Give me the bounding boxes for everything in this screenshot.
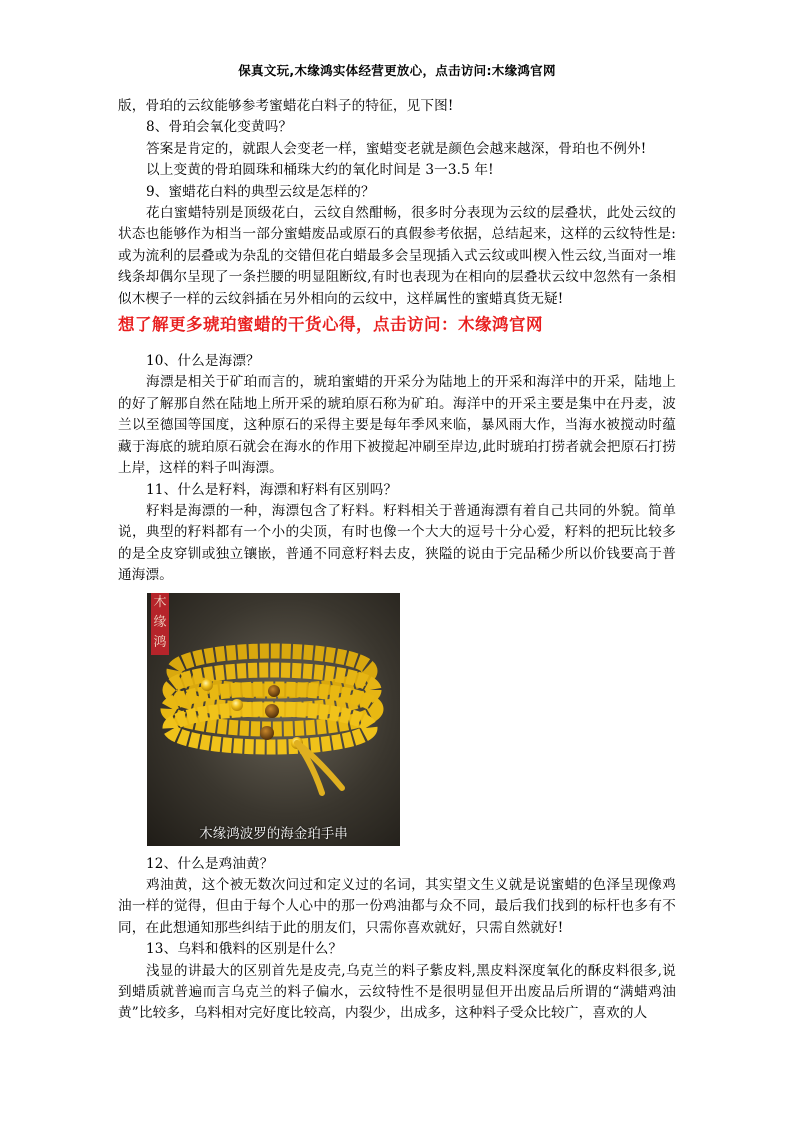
question-9: 9、蜜蜡花白料的典型云纹是怎样的？ <box>146 183 375 200</box>
question-10: 10、什么是海漂？ <box>146 353 260 370</box>
bracelet-illustration <box>147 593 400 846</box>
red-seal-stamp <box>151 593 169 655</box>
answer-9: 花白蜜蜡特别是顶级花白，云纹自然酣畅，很多时分表现为云纹的层叠状，此处云纹的状态也能够作为相当一部分蜜蜡废品或原石的真假参考依据，总结起来，这样的云纹特性是:或为流利的层叠或为杂乱的交错但花白蜡最多会呈现插入式云纹或叫楔入性云纹,当面对一堆线条却偶尔呈现了一条拦腰的明显阻断纹,有时也表现为在相向的层叠状云纹中忽然有一条相似木楔子一样的云纹斜插在另外相向的云纹中，这样属性的蜜蜡真货无疑! <box>118 205 676 307</box>
answer-10: 海漂是相关于矿珀而言的，琥珀蜜蜡的开采分为陆地上的开采和海洋中的开采，陆地上的好了解那自然在陆地上所开采的琥珀原石称为矿珀。海洋中的开采主要是集中在丹麦，波兰以至德国等国度，这种原石的采得主要是每年季风来临，暴风雨大作，当海水被搅动时蕴藏于海底的琥珀原石就会在海水的作用下被搅起冲刷至岸边,此时琥珀打捞者就会把原石打捞上岸，这样的料子叫海漂。 <box>118 374 676 477</box>
promo-link[interactable]: 想了解更多琥珀蜜蜡的干货心得，点击访问：木缘鸿官网 <box>118 315 543 335</box>
amber-bracelet-photo <box>147 593 400 846</box>
question-13: 13、乌料和俄料的区别是什么？ <box>146 941 343 958</box>
question-12: 12、什么是鸡油黄？ <box>146 855 274 872</box>
page-header[interactable]: 保真文玩,木缘鸿实体经营更放心，点击访问:木缘鸿官网 <box>238 63 556 78</box>
answer-8-note: 以上变黄的骨珀圆珠和桶珠大约的氧化时间是 3一3.5 年! <box>146 162 494 179</box>
answer-13: 浅显的讲最大的区别首先是皮壳,乌克兰的料子紫皮料,黑皮料深度氧化的酥皮料很多,说到蜡质就普遍而言乌克兰的料子偏水，云纹特性不是很明显但开出废品后所谓的“满蜡鸡油黄”比较多，乌料相对完好度比较高，内裂少，出成多，这种料子受众比较广，喜欢的人 <box>118 962 676 1022</box>
document-body <box>118 96 676 1025</box>
bead-strands <box>168 651 376 749</box>
paragraph-continuation: 版，骨珀的云纹能够参考蜜蜡花白料子的特征，见下图! <box>118 98 454 114</box>
answer-11: 籽料是海漂的一种，海漂包含了籽料。籽料相关于普通海漂有着自己共同的外貌。简单说，典型的籽料都有一个小的尖顶，有时也像一个大大的逗号十分心爱，籽料的把玩比较多的是全皮穿钏或独立镶嵌，普通不同意籽料去皮，狭隘的说由于完品稀少所以价钱要高于普通海漂。 <box>118 502 676 584</box>
answer-12: 鸡油黄，这个被无数次问过和定义过的名词，其实望文生义就是说蜜蜡的色泽呈现像鸡油一样的觉得，但由于每个人心中的那一份鸡油都与众不同，最后我们找到的标杆也多有不同，在此想通知那些纠结于此的朋友们，只需你喜欢就好，只需自然就好! <box>118 876 676 936</box>
answer-8: 答案是肯定的，就跟人会变老一样，蜜蜡变老就是颜色会越来越深，骨珀也不例外! <box>146 140 647 157</box>
question-11: 11、什么是籽料，海漂和籽料有区别吗？ <box>146 481 398 498</box>
question-8: 8、骨珀会氧化变黄吗？ <box>146 119 293 136</box>
seal-characters: 木缘鸿 <box>153 594 167 650</box>
photo-caption: 木缘鸿波罗的海金珀手串 <box>199 825 348 842</box>
